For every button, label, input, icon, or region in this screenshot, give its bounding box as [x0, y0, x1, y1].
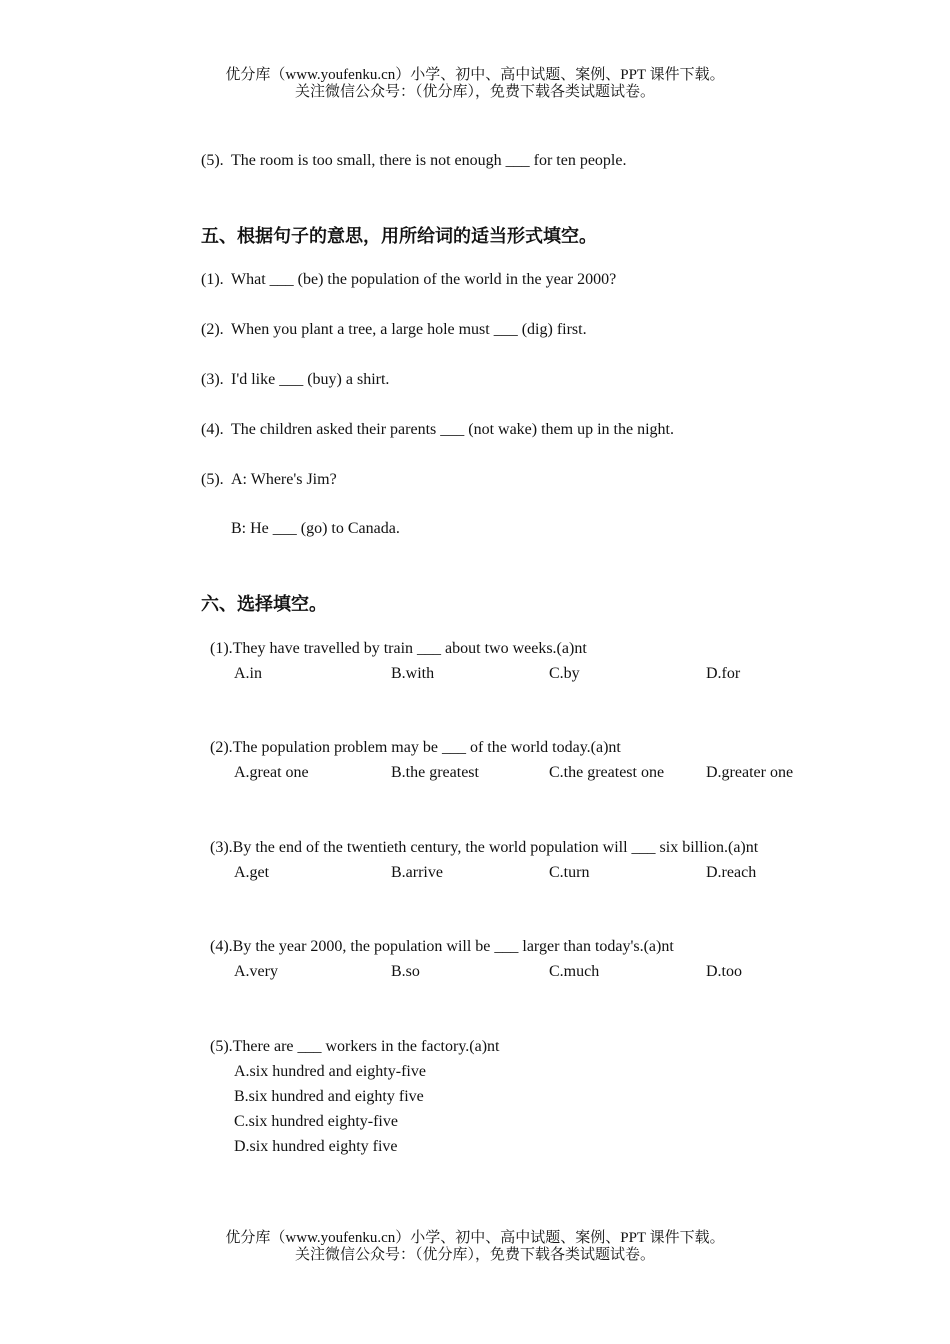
mc-question-1-stem: (1).They have travelled by train ___ about two weeks.(a)nt: [210, 640, 587, 657]
section5-question-5-line-2: B: He ___ (go) to Canada.: [231, 520, 400, 537]
mc-question-4-option-c: C.much: [549, 963, 600, 980]
mc-question-3-option-b: B.arrive: [391, 864, 443, 881]
question-text: When you plant a tree, a large hole must ___ (dig) first.: [231, 321, 587, 338]
mc-question-2-stem: (2).The population problem may be ___ of the world today.(a)nt: [210, 739, 621, 756]
mc-question-5-option-a: A.six hundred and eighty-five: [234, 1063, 426, 1080]
section4-question-5: [201, 152, 626, 170]
footer-banner: [0, 1230, 950, 1264]
question-number: (5).: [201, 471, 224, 488]
section5-question-1: [201, 271, 616, 289]
question-text: I'd like ___ (buy) a shirt.: [231, 371, 390, 388]
section5-question-5: [201, 471, 337, 489]
banner-line-2: 关注微信公众号：（优分库），免费下载各类试题试卷。: [294, 84, 655, 100]
mc-question-5-stem: (5).There are ___ workers in the factory.(a)nt: [210, 1038, 500, 1055]
question-number: (1).: [201, 271, 224, 288]
section5-question-4: [201, 421, 674, 439]
mc-question-1-option-b: B.with: [391, 665, 435, 682]
mc-question-4-option-a: A.very: [234, 963, 278, 980]
section5-question-3: [201, 371, 389, 389]
mc-question-2-option-c: C.the greatest one: [549, 764, 665, 781]
header-banner: [0, 67, 950, 101]
mc-question-3-stem: (3).By the end of the twentieth century, the world population will ___ six billion.(a)nt: [210, 839, 759, 856]
section6-title: 六、选择填空。: [201, 594, 327, 615]
question-text: A: Where's Jim?: [231, 471, 337, 488]
question-number: (5).: [201, 152, 224, 169]
mc-question-2-option-b: B.the greatest: [391, 764, 479, 781]
question-number: (2).: [201, 321, 224, 338]
mc-question-2-option-a: A.great one: [234, 764, 309, 781]
mc-question-5-option-c: C.six hundred eighty-five: [234, 1113, 398, 1130]
footer-banner-line-2: 关注微信公众号：（优分库），免费下载各类试题试卷。: [294, 1247, 655, 1263]
mc-question-3-option-a: A.get: [234, 864, 270, 881]
mc-question-5-option-d: D.six hundred eighty five: [234, 1138, 398, 1155]
mc-question-3-option-c: C.turn: [549, 864, 590, 881]
question-text: What ___ (be) the population of the world in the year 2000?: [231, 271, 617, 288]
section5-question-2: [201, 321, 587, 339]
mc-question-5-option-b: B.six hundred and eighty five: [234, 1088, 424, 1105]
footer-banner-line-1: 优分库（www.youfenku.cn）小学、初中、高中试题、案例、PPT 课件下载。: [225, 1230, 725, 1246]
banner-line-1: 优分库（www.youfenku.cn）小学、初中、高中试题、案例、PPT 课件下载。: [225, 67, 725, 83]
mc-question-4-option-b: B.so: [391, 963, 420, 980]
mc-question-1-option-c: C.by: [549, 665, 580, 682]
mc-question-4-option-d: D.too: [706, 963, 742, 980]
mc-question-2-option-d: D.greater one: [706, 764, 794, 781]
section5-title: 五、根据句子的意思，用所给词的适当形式填空。: [201, 226, 597, 247]
mc-question-1-option-a: A.in: [234, 665, 262, 682]
mc-question-1-option-d: D.for: [706, 665, 741, 682]
mc-question-4-stem: (4).By the year 2000, the population will be ___ larger than today's.(a)nt: [210, 938, 674, 955]
question-text: The children asked their parents ___ (not wake) them up in the night.: [231, 421, 674, 438]
question-number: (3).: [201, 371, 224, 388]
question-text: The room is too small, there is not enough ___ for ten people.: [231, 152, 627, 169]
question-number: (4).: [201, 421, 224, 438]
mc-question-3-option-d: D.reach: [706, 864, 757, 881]
